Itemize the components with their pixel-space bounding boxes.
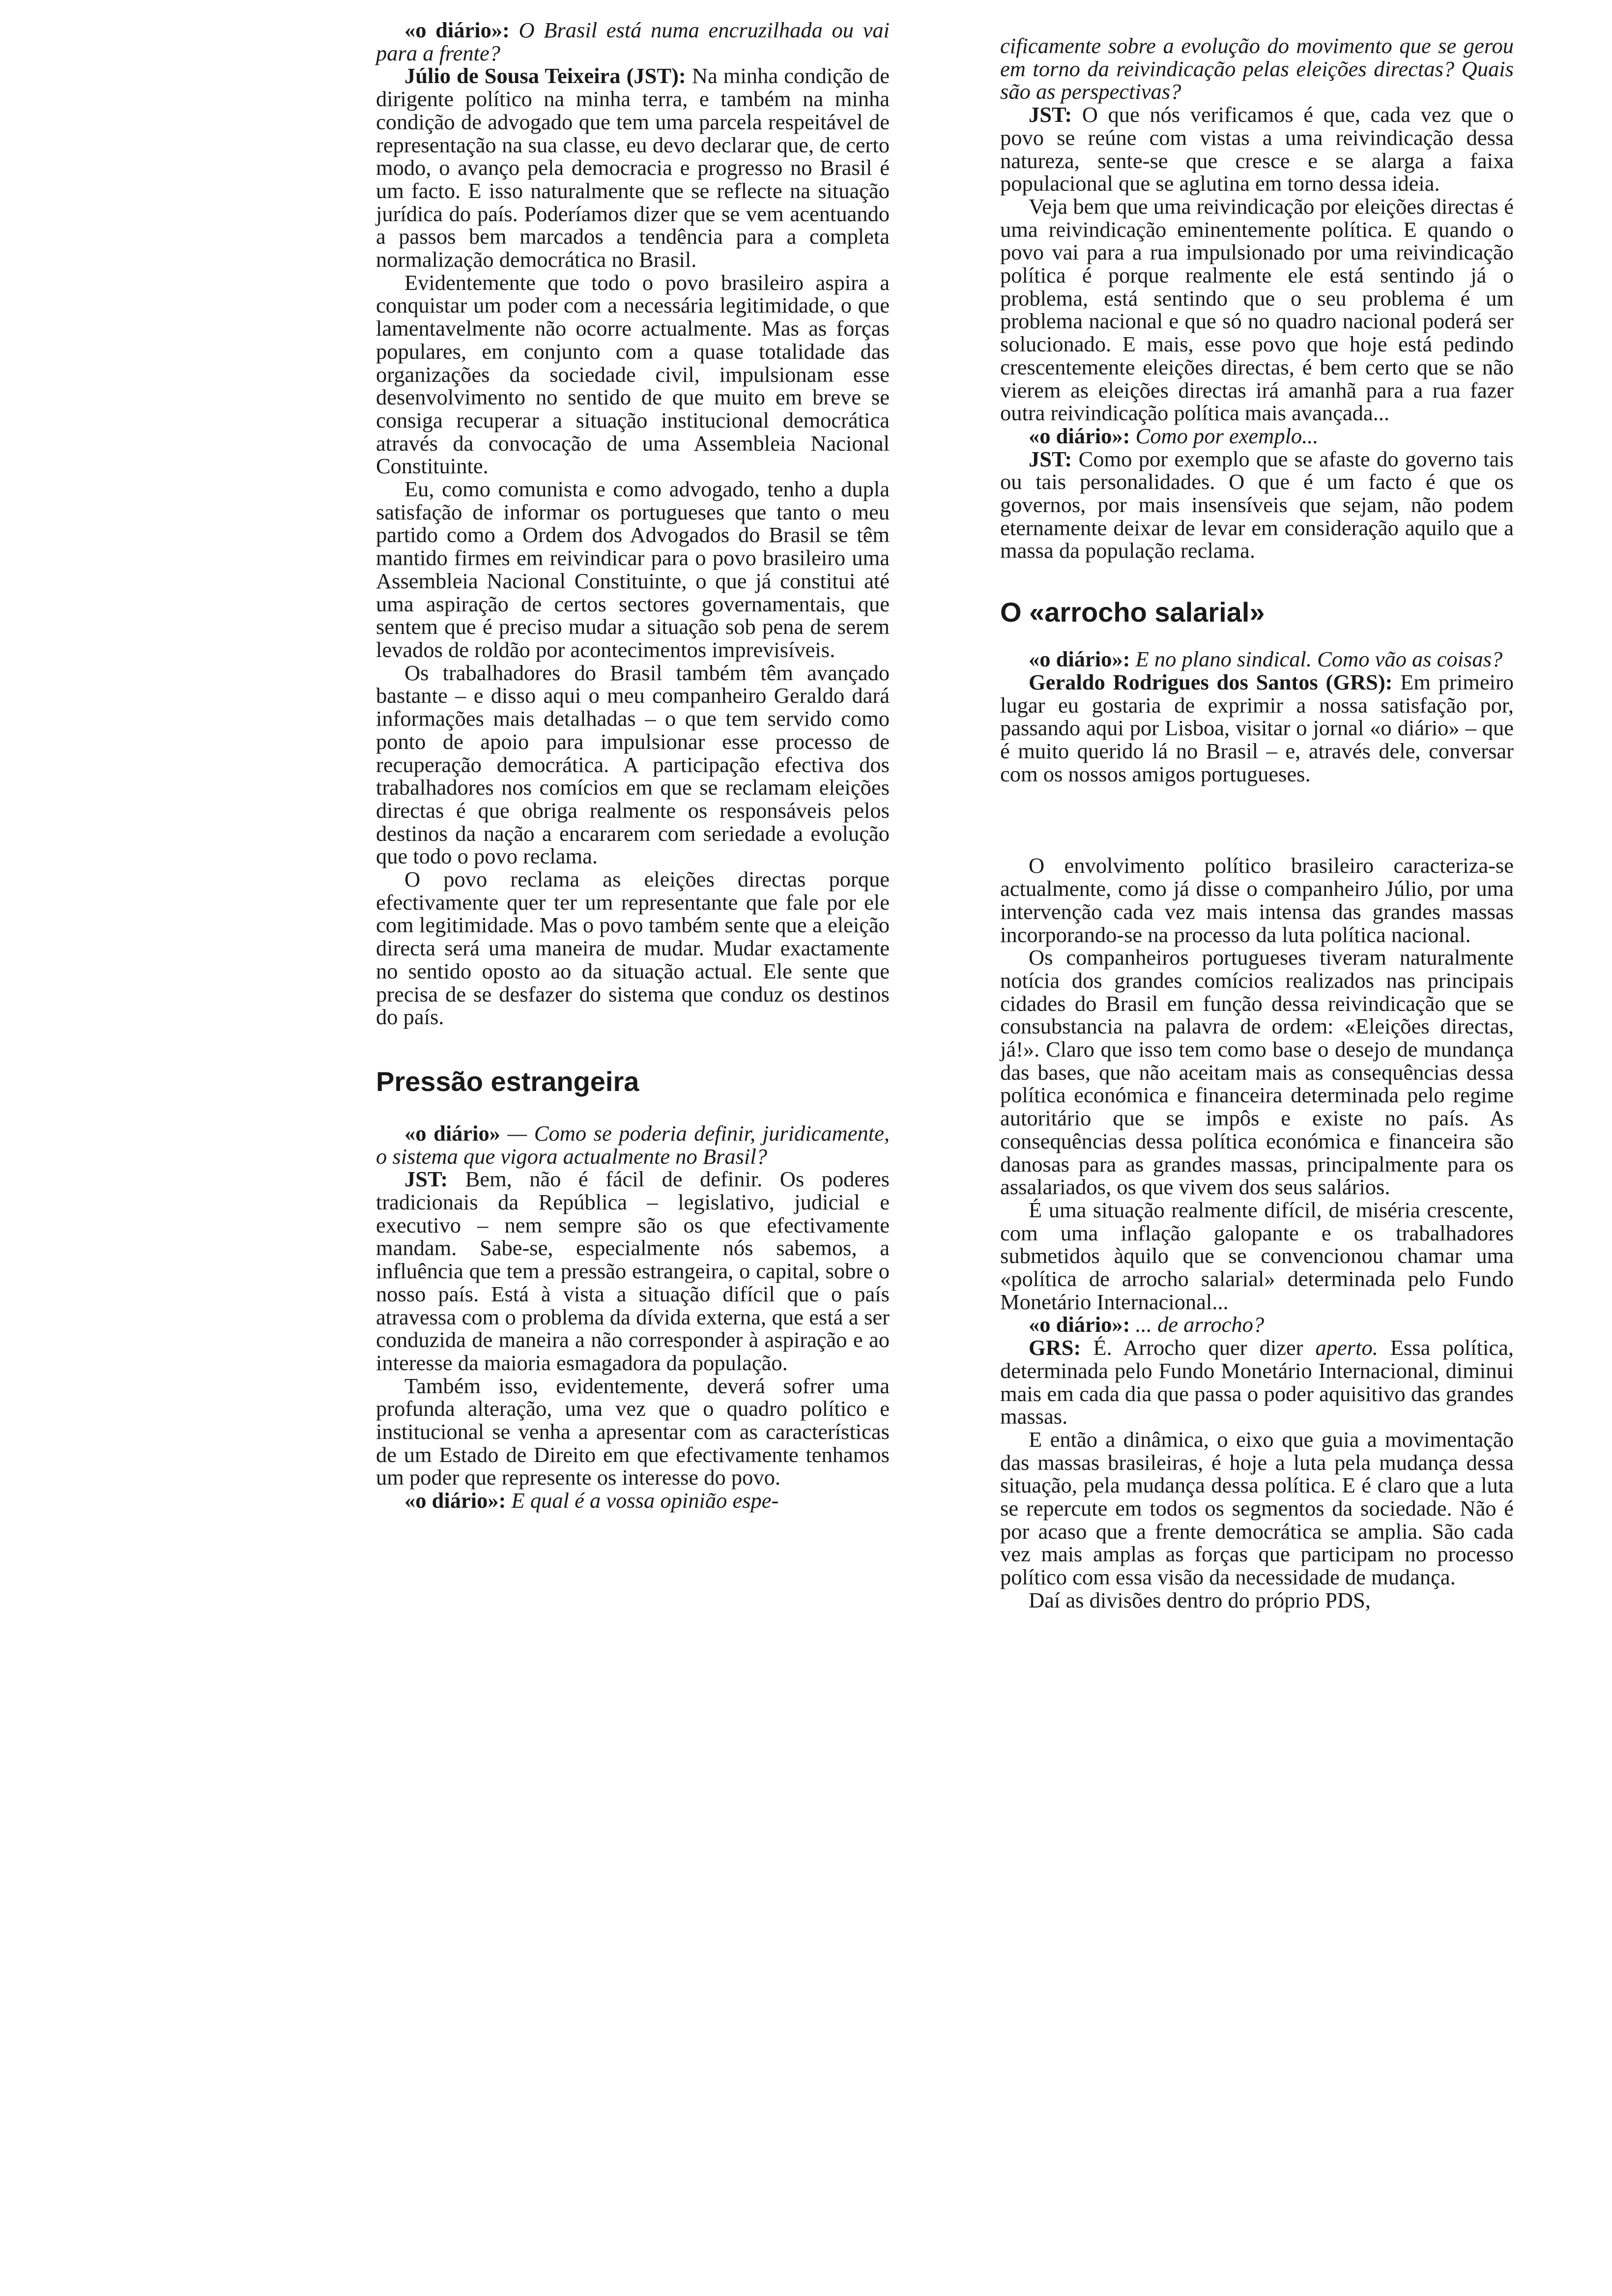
question-paragraph: [376, 1489, 890, 1512]
body-paragraph: Daí as divisões dentro do próprio PDS,: [1029, 1587, 1371, 1612]
question-paragraph: [376, 1122, 890, 1168]
speaker-label: JST:: [1029, 102, 1072, 127]
question-continuation: cificamente sobre a evolução do movimento que se gerou em torno da reivindicação pelas eleições directas? Quais são as perspectivas?: [1000, 33, 1514, 104]
question-paragraph: [1000, 425, 1514, 448]
body-paragraph: E então a dinâmica, o eixo que guia a movimentação das massas brasileiras, é hoje a luta pela mudança dessa situação, pela mudança dessa política. E é claro que a luta se repercute em todos os segmentos da sociedade. Não é por acaso que a frente democrática se amplia. São cada vez mais amplas as forças que participam no processo político com essa visão da necessidade de mudança.: [1000, 1427, 1514, 1590]
question-text: Como por exemplo...: [1135, 423, 1319, 448]
answer-text: O que nós verificamos é que, cada vez que o povo se reúne com vistas a uma reivindicação dessa natureza, sente-se que cresce e se alarga a faixa populacional que se aglutina em torno dessa ideia.: [1000, 102, 1514, 196]
body-paragraph: Também isso, evidentemente, deverá sofrer uma profunda alteração, uma vez que o quadro político e institucional se venha a apresentar com as características de um Estado de Direito em que efectivamente tenhamos um poder que represente os interesse do povo.: [376, 1373, 890, 1490]
answer-text: Como por exemplo que se afaste do governo tais ou tais personalidades. O que é um facto é que os governos, por mais insensíveis que sejam, não podem eternamente deixar de levar em consideração aquilo que a massa da população reclama.: [1000, 446, 1514, 563]
answer-paragraph: [1000, 671, 1514, 786]
body-paragraph: Os trabalhadores do Brasil também têm avançado bastante – e disso aqui o meu companheiro Geraldo dará informações mais detalhadas – o que tem servido como ponto de apoio para impulsionar esse processo de recuperação democrática. A participação efectiva dos trabalhadores nos comícios em que se reclamam eleições directas é que obriga realmente os responsáveis pelos destinos da nação a encararem com seriedade a evolução que todo o povo reclama.: [376, 660, 890, 869]
question-paragraph: [376, 19, 890, 64]
answer-text: Essa política, determinada pelo Fundo Monetário Internacional, diminui mais em cada dia que passa o poder aquisitivo das grandes massas.: [1000, 1335, 1514, 1429]
body-paragraph: Evidentemente que todo o povo brasileiro aspira a conquistar um poder com a necessária legitimidade, o que lamentavelmente não ocorre actualmente. Mas as forças populares, em conjunto com a quase totalidade das organizações da sociedade civil, impulsionam esse desenvolvimento no sentido de que muito em breve se consiga recuperar a situação institucional democrática através da convocação de uma Assembleia Nacional Constituinte.: [376, 270, 890, 479]
interviewer-label: «o diário»:: [1029, 423, 1130, 448]
question-text: O Brasil está numa encruzilhada ou vai para a frente?: [376, 18, 890, 65]
question-text: ... de arrocho?: [1135, 1312, 1265, 1337]
body-paragraph: Os companheiros portugueses tiveram naturalmente notícia dos grandes comícios realizados nas principais cidades do Brasil em função dessa reivindicação que se consubstancia na palavra de ordem: «Eleições directas, já!». Claro que isso tem como base o desejo de mundança das bases, que não aceitam mais as consequências dessa política económica e financeira determinada pelo regime autoritário que se impôs e existe no país. As consequências dessa política económica e financeira são danosas para as grandes massas, principalmente para os assalariados, os que vivem dos seus salários.: [1000, 945, 1514, 1200]
answer-paragraph: [1000, 103, 1514, 195]
answer-text: Bem, não é fácil de definir. Os poderes tradicionais da República – legislativo, judicial e executivo – nem sempre são os que efectivamente mandam. Sabe-se, especialmente nós sabemos, a influência que tem a pressão estrangeira, o capital, sobre o nosso país. Está à vista a situação difícil que o país atravessa com o problema da dívida externa, que está a ser conduzida de maneira a não corresponder à aspiração e ao interesse da maioria esmagadora da população.: [376, 1167, 890, 1375]
interviewer-label: «o diário»:: [404, 1488, 506, 1513]
interviewer-label: «o diário»:: [1029, 647, 1130, 672]
question-text: E qual é a vossa opinião espe-: [511, 1488, 779, 1513]
body-paragraph: É uma situação realmente difícil, de miséria crescente, com uma inflação galopante e os trabalhadores submetidos àquilo que se convencionou chamar uma «política de arrocho salarial» determinada pelo Fundo Monetário Internacional...: [1000, 1197, 1514, 1314]
section-heading: Pressão estrangeira: [376, 1065, 639, 1097]
question-paragraph: [1000, 1313, 1514, 1336]
speaker-label: JST:: [1029, 446, 1072, 471]
speaker-label: JST:: [404, 1167, 448, 1192]
speaker-label: Júlio de Sousa Teixeira (JST):: [404, 63, 686, 88]
answer-text: Em primeiro lugar eu gostaria de exprimir a nossa satisfação por, passando aqui por Lisboa, visitar o jornal «o diário» – que é muito querido lá no Brasil – e, através dele, conversar com os nossos amigos portugueses.: [1000, 669, 1514, 786]
body-paragraph: Eu, como comunista e como advogado, tenho a dupla satisfação de informar os portugueses que tanto o meu partido como a Ordem dos Advogados do Brasil se têm mantido firmes em reivindicar para o povo brasileiro uma Assembleia Nacional Constituinte, o que já constitui até uma aspiração de certos sectores governamentais, que sentem que é preciso mudar a situação sob pena de serem levados de roldão por acontecimentos imprevisíveis.: [376, 477, 890, 662]
interviewer-label: «o diário»:: [1029, 1312, 1130, 1337]
answer-text: É. Arrocho quer dizer: [1093, 1335, 1303, 1360]
body-paragraph: O envolvimento político brasileiro caracteriza-se actualmente, como já disse o companheiro Júlio, por uma intervenção cada vez mais intensa das grandes massas incorporando-se na processo da luta política nacional.: [1000, 853, 1514, 947]
body-paragraph: O povo reclama as eleições directas porque efectivamente quer ter um representante que fale por ele com legitimidade. Mas o povo também sente que a eleição directa será uma maneira de mudar. Mudar exactamente no sentido oposto ao da situação actual. Ele sente que precisa de se desfazer do sistema que conduz os destinos do país.: [376, 867, 890, 1030]
question-text: E no plano sindical. Como vão as coisas?: [1135, 647, 1503, 672]
question-paragraph: [1000, 648, 1514, 671]
answer-paragraph: [1000, 448, 1514, 563]
answer-text: Na minha condição de dirigente político na minha terra, e também na minha condição de advogado que tem uma parcela respeitável de representação na sua classe, eu devo declarar que, de certo modo, o avanço pela democracia e progresso no Brasil é um facto. E isso naturalmente que se reflecte na situação jurídica do país. Poderíamos dizer que se vem acentuando a passos bem marcados a tendência para a completa normalização democrática no Brasil.: [376, 63, 890, 272]
left-column: [376, 19, 890, 1512]
speaker-label: Geraldo Rodrigues dos Santos (GRS):: [1029, 669, 1393, 694]
answer-paragraph: [376, 64, 890, 271]
interviewer-label: «o diário»: [404, 1120, 501, 1146]
question-text: — Como se poderia definir, juridicamente, o sistema que vigora actualmente no Brasil?: [376, 1120, 890, 1169]
answer-paragraph: [1000, 1336, 1514, 1428]
body-paragraph: Veja bem que uma reivindicação por eleições directas é uma reivindicação eminentemente política. E quando o povo vai para a rua impulsionado por uma reivindicação política é porque realmente ele está sentindo já o problema, está sentindo que o seu problema é um problema nacional e que só no quadro nacional poderá ser solucionado. E mais, esse povo que hoje está pedindo crescentemente eleições directas, é bem certo que se não vierem as eleições directas irá amanhã para a rua fazer outra reivindicação política mais avançada...: [1000, 194, 1514, 426]
emphasis-word: aperto.: [1315, 1335, 1378, 1360]
answer-paragraph: [376, 1168, 890, 1374]
interviewer-label: «o diário»:: [404, 18, 510, 42]
speaker-label: GRS:: [1029, 1335, 1081, 1360]
right-column: [1000, 34, 1514, 1612]
section-heading: O «arrocho salarial»: [1000, 597, 1265, 628]
